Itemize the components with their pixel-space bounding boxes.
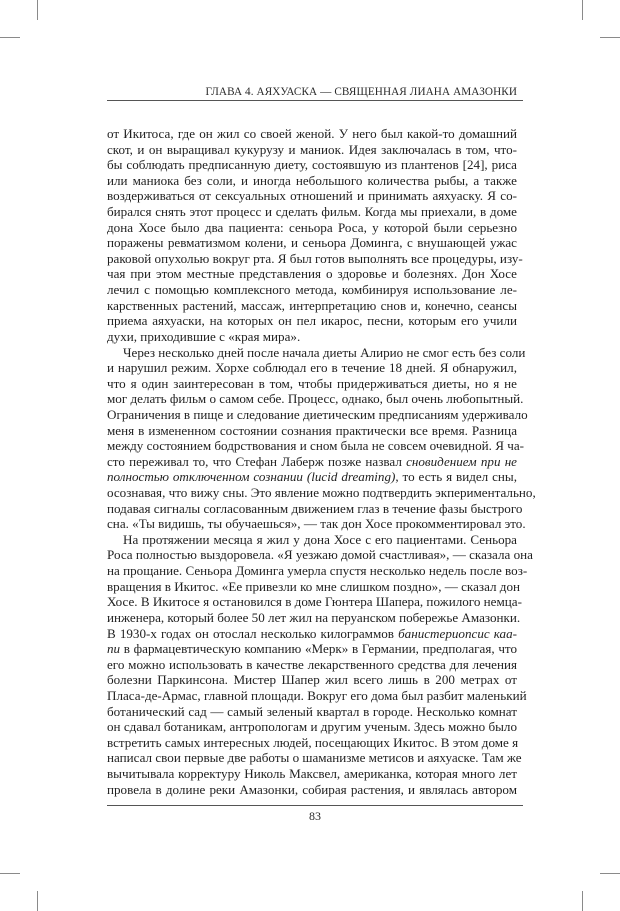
crop-mark-bottom-right-horizontal [600, 873, 620, 874]
text-line: Роса полностью выздоровела. «Я уезжаю домой счастливая», — сказала она [107, 547, 533, 563]
text-line: На протяжении месяца я жил у дона Хосе с его пациентами. Сеньора [123, 531, 517, 547]
crop-mark-top-right-horizontal [600, 37, 620, 38]
text-line: поражены ревматизмом колени, и сеньора Доминга, с внушающей ужас [107, 235, 517, 251]
text-line: встретить самых интересных людей, посещающих Икитос. В этом доме я [107, 734, 519, 750]
text-line [107, 469, 517, 485]
crop-mark-bottom-right-vertical [582, 891, 583, 911]
text-line: мог делать фильм о самом себе. Процесс, однако, был очень любопытный. [107, 391, 524, 407]
text-line: инженера, который более 50 лет жил на перуанском побережье Амазонки. [107, 609, 521, 625]
text-run: В 1930-х годах он отослал несколько килограммов [107, 625, 399, 641]
text-line: Через несколько дней после начала диеты Алирио не смог есть без соли [123, 344, 526, 360]
text-line: болезни Паркинсона. Мистер Шапер жил всего лишь в 200 метрах от [107, 672, 517, 688]
body-text [107, 126, 536, 797]
text-line: приема аяхуаски, на которых он пел икарос, песни, которым его учили [107, 313, 517, 329]
text-line: он сдавал ботаникам, антропологам и другим ученым. Здесь можно было [107, 719, 517, 735]
text-line: вращения в Икитос. «Ее привезли ко мне слишком поздно», — сказал дон [107, 578, 521, 594]
text-line: Ограничения в пище и следование диетическим предписаниям удерживало [107, 406, 528, 422]
emphasized-text: пи [107, 641, 121, 657]
text-line: Пласа-де-Армас, главной площади. Вокруг его дома был разбит маленький [107, 687, 527, 703]
text-line: что я один заинтересован в том, чтобы придерживаться диеты, но я не [107, 375, 517, 391]
emphasized-text: полностью отключенном сознании (lucid dreaming) [107, 469, 396, 485]
running-head: ГЛАВА 4. АЯХУАСКА — СВЯЩЕННАЯ ЛИАНА АМАЗОНКИ [205, 86, 517, 98]
text-line: чая при этом местные представления о здоровье и болезнях. Дон Хосе [107, 266, 517, 282]
text-line: ботанический сад — самый зеленый квартал в городе. Несколько комнат [107, 703, 517, 719]
text-line: провела в долине реки Амазонки, собирая растения, и являлась автором [107, 781, 517, 797]
crop-mark-top-right-vertical [582, 0, 583, 20]
text-run: сто переживал то, что Стефан Лаберж позже назвал [107, 453, 407, 469]
text-line: карственных растений, массаж, интерпретацию снов и, конечно, сеансы [107, 297, 517, 313]
header-rule [107, 100, 523, 101]
text-line: между состоянием бодрствования и сном была не совсем очевидной. Я ча- [107, 438, 524, 454]
text-line [107, 454, 517, 470]
emphasized-text: сновидением при не [406, 453, 517, 469]
text-line: духи, приходившие с «края мира». [107, 328, 301, 344]
text-line: его можно использовать в качестве лекарственного средства для лечения [107, 656, 517, 672]
text-line: раковой опухолью вокруг рта. Я был готов выполнять все процедуры, изу- [107, 250, 523, 266]
text-run: в фармацевтическую компанию «Мерк» в Германии, предполагая, что [120, 641, 517, 657]
page-number: 83 [309, 809, 321, 823]
crop-mark-bottom-left-horizontal [0, 873, 20, 874]
text-line: написал свои первые две работы о шаманизме метисов и аяхуаске. Там же [107, 750, 522, 766]
text-line: вычитывала корректуру Николь Максвел, американка, которая много лет [107, 765, 517, 781]
text-line: на прощание. Сеньора Доминга умерла спустя несколько недель после воз- [107, 563, 528, 579]
text-line: Хосе. В Икитосе я остановился в доме Гюнтера Шапера, пожилого немца- [107, 594, 522, 610]
text-line: осознавая, что вижу сны. Это явление можно подтвердить экпериментально, [107, 485, 536, 501]
text-line: бы соблюдать предписанную диету, состоявшую из плантенов [24], риса [107, 157, 517, 173]
text-line: от Икитоса, где он жил со своей женой. У него был какой-то домашний [107, 126, 517, 141]
footer-rule [107, 805, 523, 806]
text-line: подавая сигналы согласованным движением глаз в течение фазы быстрого [107, 500, 523, 516]
crop-mark-bottom-left-vertical [37, 891, 38, 911]
text-line: воздерживаться от сексуальных отношений и принимать аяхуаску. Я со- [107, 188, 517, 204]
text-run: , то есть я видел сны, [395, 469, 517, 485]
text-line: скот, и он выращивал кукурузу и маниок. Идея заключалась в том, что- [107, 141, 517, 157]
text-line: лечил с помощью комплексного метода, комбинируя использование ле- [107, 282, 517, 298]
text-line: бирался снять этот процесс и сделать фильм. Когда мы приехали, в доме [107, 204, 517, 220]
crop-mark-top-left-vertical [37, 0, 38, 20]
text-line [107, 641, 517, 657]
text-line [107, 626, 517, 642]
emphasized-text: банистериопсис каа- [398, 625, 518, 641]
crop-mark-top-left-horizontal [0, 37, 20, 38]
text-line: меня в измененном состоянии сознания практически все время. Разница [107, 422, 517, 438]
text-line: сна. «Ты видишь, ты обучаешься», — так дон Хосе прокомментировал это. [107, 516, 526, 532]
text-line: или маниока без соли, и иногда небольшого количества рыбы, а также [107, 172, 517, 188]
text-line: дона Хосе было два пациента: сеньора Роса, у которой были серьезно [107, 219, 517, 235]
text-line: и нарушил режим. Хорхе соблюдал его в течение 18 дней. Я обнаружил, [107, 360, 517, 376]
